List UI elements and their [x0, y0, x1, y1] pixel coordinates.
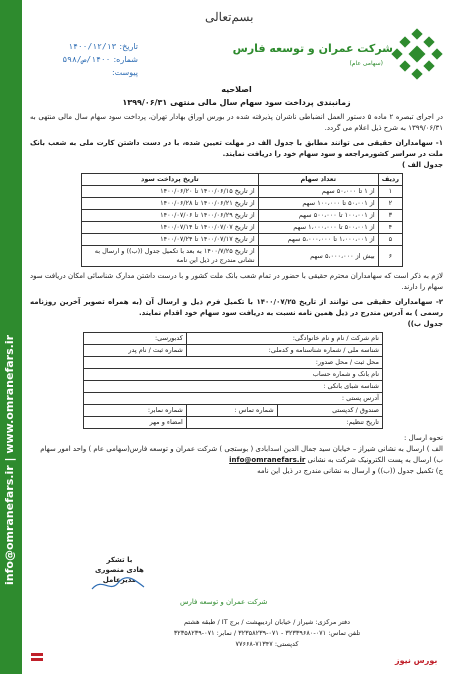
form-cell: شناسه ملی / شماره شناسنامه و کدملی:: [186, 345, 382, 357]
footer-company-logo: شرکت عمران و توسعه فارس: [180, 598, 268, 606]
form-cell: شماره تماس :: [186, 405, 277, 417]
send-heading: نحوه ارسال :: [404, 434, 443, 442]
basmala: بسم‌تعالی: [205, 10, 254, 24]
table-a-header-cell: ردیف: [378, 174, 402, 186]
table-cell: ۵: [378, 234, 402, 246]
footer-emblem-icon: [30, 650, 44, 664]
side-contact-text: info@omranefars.ir | www.omranefars.ir: [3, 335, 16, 586]
meta-attachment: پیوست:: [111, 68, 138, 77]
company-logo-icon: [391, 28, 443, 80]
bourse-news-watermark: بورس نیوز: [395, 656, 438, 665]
signature-name: هادی منصوری: [95, 566, 144, 574]
table-cell: از تاریخ ۱۴۰۰/۷/۲۵ به بعد با تکمیل جدول ((ب)) و ارسال به نشانی مندرج در ذیل این نامه: [82, 246, 259, 267]
table-b: [83, 332, 383, 429]
table-cell: ۴: [378, 222, 402, 234]
table-a-header-cell: تعداد سهام: [258, 174, 378, 186]
section-2: ۲- سهامداران حقیقی می توانند از تاریخ ۱۴۰۰/۰۷/۲۵ با تکمیل فرم ذیل و ارسال آن (به همراه تصویر آخرین روزنامه رسمی ) به آدرس مندرج در ذیل همین نامه نسبت به دریافت سود سهام خود اقدام نمایند.: [30, 298, 444, 317]
table-cell: ۲: [378, 198, 402, 210]
table-a: [81, 173, 403, 267]
table-cell: از ۱ تا ۵۰،۰۰۰ سهم: [258, 186, 378, 198]
table-a-caption: جدول الف ): [402, 161, 443, 169]
table-row: [82, 198, 403, 210]
table-cell: از تاریخ ۱۴۰۰/۰۶/۲۹ تا ۱۴۰۰/۰۷/۰۶: [82, 210, 259, 222]
form-cell: شماره نمابر:: [84, 405, 187, 417]
table-row: [84, 393, 383, 405]
table-row: [84, 369, 383, 381]
form-cell: نام بانک و شماره حساب: [84, 369, 383, 381]
table-cell: از تاریخ ۱۴۰۰/۰۷/۰۷ تا ۱۴۰۰/۰۷/۱۴: [82, 222, 259, 234]
form-cell: شناسه شبای بانکی :: [84, 381, 383, 393]
table-row: [82, 222, 403, 234]
table-b-caption: جدول ب)): [407, 320, 443, 328]
send-option-b: [30, 455, 443, 466]
side-strip: [0, 0, 22, 674]
table-cell: از ۵۰۰،۰۰۱ تا ۱،۰۰۰،۰۰۰ سهم: [258, 222, 378, 234]
footer-postal: کدپستی: ۷۱۳۴۷-۷۷۶۶۸: [235, 640, 299, 648]
table-cell: از تاریخ ۱۴۰۰/۰۶/۱۵ تا ۱۴۰۰/۰۶/۲۰: [82, 186, 259, 198]
send-option-b-text: ب) ارسال به پست الکترونیک شرکت به نشانی: [307, 456, 443, 464]
letter-meta: [28, 40, 138, 79]
table-row: [84, 357, 383, 369]
form-cell: امضاء و مهر: [84, 417, 187, 429]
table-cell: ۶: [378, 246, 402, 267]
intro-paragraph: در اجرای تبصره ۲ ماده ۵ دستور العمل انضباطی ناشران پذیرفته شده در بورس اوراق بهادار تهران، پرداخت سود سهام سال مالی منتهی به ۱۳۹۹/۰۶/۳۱ به شرح ذیل اعلام می گردد.: [30, 113, 443, 132]
table-row: [82, 246, 403, 267]
form-cell: صندوق / کدپستی: [277, 405, 382, 417]
table-row: [84, 417, 383, 429]
note-1: لازم به ذکر است که سهامداران محترم حقیقی با حضور در تمام شعب بانک ملت کشور و با درست داشتن مدارک شناسائی امکان دریافت سود سهام را دارند.: [30, 272, 443, 291]
table-row: [84, 381, 383, 393]
form-cell: نام شرکت / نام و نام خانوادگی:: [186, 333, 382, 345]
table-row: [84, 345, 383, 357]
table-row: [82, 186, 403, 198]
form-cell: تاریخ تنظیم:: [186, 417, 382, 429]
letter-subtitle: زمانبندی پرداخت سود سهام سال مالی منتهی ۱۳۹۹/۰۶/۳۱: [122, 98, 351, 107]
section-1: ۱- سهامداران حقیقی می توانند مطابق با جدول الف در مهلت تعیین شده، با در دست داشتن کارت ملی به شعب بانک ملت در سراسر کشورمراجعه و سود سهام خود را دریافت نمایند.: [30, 139, 443, 158]
table-row: [82, 234, 403, 246]
form-cell: محل ثبت / محل صدور:: [84, 357, 383, 369]
send-option-a: الف ) ارسال به نشانی شیراز – خیابان سید جمال الدین اسدابادی ( بوستجی ) شرکت عمران و توسعه فارس(سهامی عام ) واحد امور سهام: [40, 445, 443, 453]
signature-thanks: با تشکر: [106, 556, 133, 564]
company-email-link[interactable]: info@omranefars.ir: [229, 456, 306, 464]
send-option-c: ج) تکمیل جدول ((ب)) و ارسال به نشانی مندرج در ذیل این نامه: [257, 467, 443, 475]
table-cell: ۱: [378, 186, 402, 198]
company-name: شرکت عمران و توسعه فارس: [232, 42, 393, 55]
table-row: [84, 333, 383, 345]
table-cell: ۳: [378, 210, 402, 222]
meta-number: شماره: ۱۴۰۰/ص/۵۹۸: [62, 55, 138, 64]
table-row: [82, 210, 403, 222]
letter-title: اصلاحیه: [221, 85, 252, 94]
company-type: (سهامی عام): [349, 60, 383, 67]
form-cell: شماره ثبت / نام پدر: [84, 345, 187, 357]
table-a-header: [82, 174, 403, 186]
table-cell: از تاریخ ۱۴۰۰/۰۶/۲۱ تا ۱۴۰۰/۰۶/۲۸: [82, 198, 259, 210]
footer-address-block: [137, 617, 397, 650]
footer-phones: تلفن تماس: ۰۷۱-۳۲۳۳۹۶۸۰ - ۰۷۱-۳۲۳۵۸۲۳۹ / نمابر: ۰۷۱-۳۲۳۵۸۲۳۹: [173, 629, 361, 637]
table-cell: بیش از ۵،۰۰۰،۰۰۰ سهم: [258, 246, 378, 267]
table-cell: از تاریخ ۱۴۰۰/۰۷/۱۷ تا ۱۴۰۰/۰۷/۲۴: [82, 234, 259, 246]
table-cell: از ۵۰،۰۰۱ تا ۱۰۰،۰۰۰ سهم: [258, 198, 378, 210]
form-cell: کدبورسی:: [84, 333, 187, 345]
stamp-signature-icon: [88, 575, 148, 595]
meta-date: تاریخ: ۱۴۰۰/۱۲/۱۳: [68, 42, 138, 51]
form-cell: آدرس پستی :: [84, 393, 383, 405]
table-a-header-cell: تاریخ پرداخت سود: [82, 174, 259, 186]
letter-body: [30, 84, 443, 477]
signature-role: مدیرعامل: [102, 576, 137, 584]
table-cell: از ۱۰۰،۰۰۱ تا ۵۰۰،۰۰۰ سهم: [258, 210, 378, 222]
footer-address: دفتر مرکزی: شیراز / خیابان اردیبهشت / برج IT / طبقه هشتم: [183, 618, 351, 626]
table-cell: از ۱،۰۰۰،۰۰۱ تا ۵،۰۰۰،۰۰۰ سهم: [258, 234, 378, 246]
table-row: [84, 405, 383, 417]
